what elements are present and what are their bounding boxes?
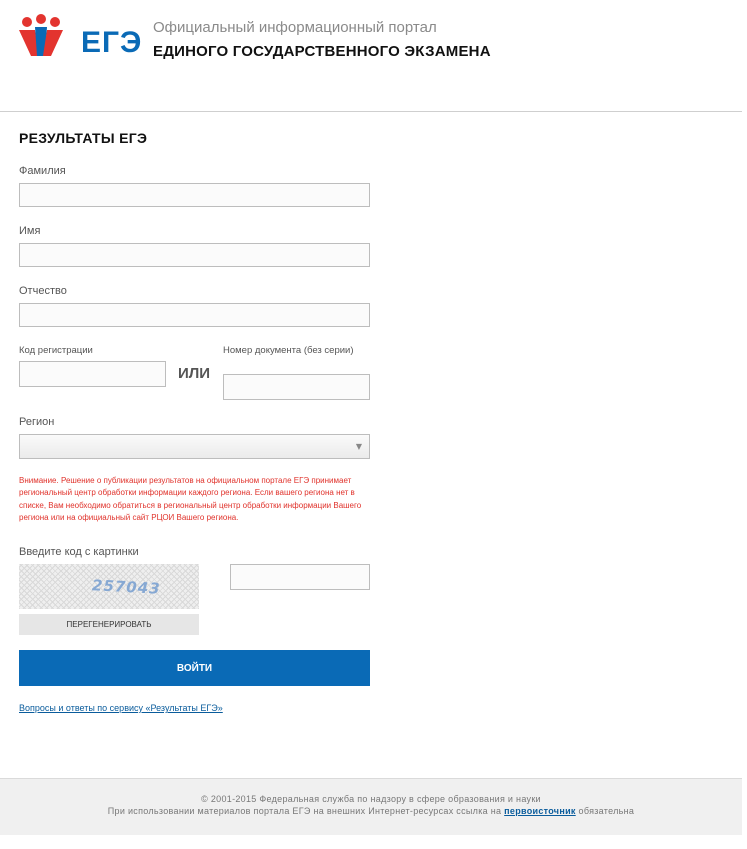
- publication-notice: Внимание. Решение о публикации результатов на официальном портале ЕГЭ принимает региональный центр обработки информации каждого региона. Если вашего региона нет в списке, Вам необходимо обратиться в региональный центр обработки информации Вашего региона или на официальный сайт РЦОИ Вашего региона.: [19, 476, 362, 523]
- copyright-text: © 2001-2015 Федеральная служба по надзору в сфере образования и науки: [201, 794, 541, 804]
- logo-text: ЕГЭ: [81, 26, 143, 59]
- name-input[interactable]: [19, 243, 370, 267]
- captcha-image: [19, 564, 199, 609]
- ege-logo[interactable]: [17, 14, 143, 59]
- reg-code-input[interactable]: [19, 361, 166, 387]
- attribution-suffix: обязательна: [575, 806, 635, 816]
- captcha-code: 257043: [91, 576, 162, 598]
- patronymic-label: Отчество: [19, 285, 67, 297]
- name-label: Имя: [19, 225, 41, 237]
- login-button[interactable]: ВОЙТИ: [19, 650, 370, 686]
- surname-label: Фамилия: [19, 165, 66, 177]
- captcha-input[interactable]: [230, 564, 370, 590]
- site-footer: [0, 778, 742, 835]
- portal-title: ЕДИНОГО ГОСУДАРСТВЕННОГО ЭКЗАМЕНА: [153, 43, 491, 60]
- doc-number-label: Номер документа (без серии): [223, 345, 354, 356]
- logo-figure-icon: [17, 14, 67, 58]
- surname-input[interactable]: [19, 183, 370, 207]
- dropdown-arrow-icon: ▼: [355, 442, 362, 451]
- faq-link[interactable]: Вопросы и ответы по сервису «Результаты ЕГЭ»: [19, 703, 223, 713]
- reg-code-label: Код регистрации: [19, 345, 93, 356]
- attribution-prefix: При использовании материалов портала ЕГЭ на внешних Интернет-ресурсах ссылка на: [107, 806, 505, 816]
- patronymic-input[interactable]: [19, 303, 370, 327]
- site-header: [0, 0, 742, 112]
- page-title: РЕЗУЛЬТАТЫ ЕГЭ: [19, 130, 148, 146]
- captcha-label: Введите код с картинки: [19, 546, 139, 558]
- source-link[interactable]: первоисточник: [504, 806, 576, 816]
- regenerate-captcha-button[interactable]: ПЕРЕГЕНЕРИРОВАТЬ: [19, 614, 199, 635]
- portal-subtitle: Официальный информационный портал: [153, 19, 437, 36]
- region-select[interactable]: [19, 434, 370, 459]
- region-label: Регион: [19, 416, 55, 428]
- attribution-text: [0, 806, 742, 816]
- doc-number-input[interactable]: [223, 374, 370, 400]
- or-separator: ИЛИ: [178, 365, 211, 382]
